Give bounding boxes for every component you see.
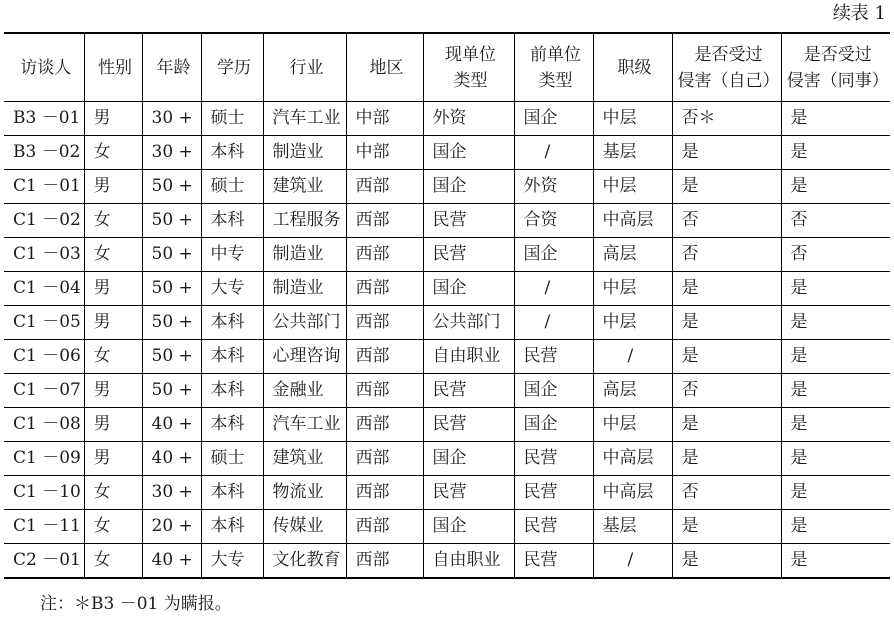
table-cell: 本科 [201, 510, 263, 544]
table-cell: 是 [672, 544, 781, 579]
table-row [4, 544, 890, 579]
table-cell: 物流业 [263, 476, 346, 510]
table-cell: 西部 [346, 510, 423, 544]
table-cell: 20 + [142, 510, 201, 544]
table-cell: / [514, 306, 593, 340]
table-cell: 中高层 [593, 476, 672, 510]
table-cell: 硕士 [201, 442, 263, 476]
table-cell: C1 －11 [4, 510, 84, 544]
table-cell: / [514, 272, 593, 306]
table-cell: 50 + [142, 340, 201, 374]
table-cell: 高层 [593, 374, 672, 408]
column-header: 年龄 [142, 33, 201, 102]
table-cell: 是 [781, 170, 890, 204]
table-cell: 女 [84, 238, 142, 272]
table-cell: 民营 [514, 510, 593, 544]
table-body [4, 102, 890, 579]
column-header: 学历 [201, 33, 263, 102]
table-cell: 公共部门 [263, 306, 346, 340]
table-footnote: 注：＊B3 －01 为瞒报。 [40, 594, 232, 614]
table-cell: 女 [84, 340, 142, 374]
table-cell: 是 [781, 136, 890, 170]
table-cell: 是 [672, 306, 781, 340]
table-cell: 否 [781, 238, 890, 272]
table-cell: 是 [781, 272, 890, 306]
continued-label: 续表 1 [832, 3, 886, 24]
table-cell: 汽车工业 [263, 102, 346, 136]
table-cell: 制造业 [263, 238, 346, 272]
table-cell: 自由职业 [423, 340, 514, 374]
table-cell: 金融业 [263, 374, 346, 408]
table-cell: C1 －07 [4, 374, 84, 408]
table-cell: 本科 [201, 374, 263, 408]
table-cell: 建筑业 [263, 170, 346, 204]
table-cell: 否 [672, 238, 781, 272]
table-cell: 中层 [593, 170, 672, 204]
table-cell: 中层 [593, 272, 672, 306]
table-cell: 是 [672, 272, 781, 306]
table-cell: 男 [84, 374, 142, 408]
table-cell: 制造业 [263, 272, 346, 306]
table-cell: C1 －04 [4, 272, 84, 306]
table-cell: 是 [781, 408, 890, 442]
table-row [4, 204, 890, 238]
table-cell: 男 [84, 272, 142, 306]
table-cell: 50 + [142, 204, 201, 238]
table-cell: C1 －01 [4, 170, 84, 204]
table-cell: C1 －02 [4, 204, 84, 238]
table-row [4, 102, 890, 136]
table-cell: 女 [84, 136, 142, 170]
table-cell: 50 + [142, 238, 201, 272]
table-cell: 西部 [346, 170, 423, 204]
table-cell: 民营 [423, 204, 514, 238]
column-header: 是否受过 侵害（同事） [781, 33, 890, 102]
column-header: 是否受过 侵害（自己） [672, 33, 781, 102]
table-cell: 国企 [423, 170, 514, 204]
table-cell: 西部 [346, 272, 423, 306]
table-cell: 文化教育 [263, 544, 346, 579]
table-cell: 是 [672, 408, 781, 442]
table-cell: 女 [84, 476, 142, 510]
table-cell: 心理咨询 [263, 340, 346, 374]
table-cell: C2 －01 [4, 544, 84, 579]
table-cell: 男 [84, 306, 142, 340]
column-header: 职级 [593, 33, 672, 102]
table-cell: 本科 [201, 306, 263, 340]
table-cell: 民营 [514, 340, 593, 374]
table-cell: 男 [84, 442, 142, 476]
table-cell: 50 + [142, 374, 201, 408]
table-cell: 本科 [201, 204, 263, 238]
table-cell: / [593, 340, 672, 374]
table-cell: 国企 [423, 442, 514, 476]
table-cell: 女 [84, 544, 142, 579]
table-cell: 30 + [142, 136, 201, 170]
table-cell: 女 [84, 204, 142, 238]
table-cell: 中层 [593, 306, 672, 340]
table-cell: 国企 [514, 374, 593, 408]
table-cell: 50 + [142, 170, 201, 204]
table-cell: 硕士 [201, 102, 263, 136]
table-cell: 传媒业 [263, 510, 346, 544]
table-cell: 是 [672, 442, 781, 476]
table-row [4, 306, 890, 340]
table-cell: 民营 [423, 238, 514, 272]
table-cell: 是 [781, 374, 890, 408]
table-cell: 民营 [514, 544, 593, 579]
table-cell: 女 [84, 510, 142, 544]
table-cell: 工程服务 [263, 204, 346, 238]
table-row [4, 136, 890, 170]
table-cell: 是 [781, 544, 890, 579]
table-cell: 中部 [346, 102, 423, 136]
table-cell: 是 [672, 510, 781, 544]
table-cell: 西部 [346, 442, 423, 476]
column-header: 性别 [84, 33, 142, 102]
table-cell: 中层 [593, 408, 672, 442]
table-header-row [4, 33, 890, 102]
table-cell: 国企 [423, 136, 514, 170]
table-cell: 否 [672, 374, 781, 408]
table-cell: 30 + [142, 476, 201, 510]
table-cell: C1 －08 [4, 408, 84, 442]
table-cell: 男 [84, 102, 142, 136]
table-cell: 民营 [514, 442, 593, 476]
table-cell: 否 [781, 204, 890, 238]
table-cell: 大专 [201, 544, 263, 579]
table-cell: 中部 [346, 136, 423, 170]
table-cell: 西部 [346, 408, 423, 442]
table-cell: 40 + [142, 442, 201, 476]
table-cell: C1 －10 [4, 476, 84, 510]
table-cell: 外资 [423, 102, 514, 136]
table-cell: 否＊ [672, 102, 781, 136]
table-row [4, 510, 890, 544]
column-header: 行业 [263, 33, 346, 102]
table-cell: 大专 [201, 272, 263, 306]
table-cell: 否 [672, 476, 781, 510]
table-cell: 西部 [346, 204, 423, 238]
table-cell: 西部 [346, 238, 423, 272]
table-cell: 50 + [142, 306, 201, 340]
table-cell: 民营 [423, 374, 514, 408]
table-cell: 是 [672, 170, 781, 204]
table-cell: / [593, 544, 672, 579]
table-cell: 建筑业 [263, 442, 346, 476]
table-cell: 本科 [201, 136, 263, 170]
table-cell: C1 －05 [4, 306, 84, 340]
table-cell: 是 [672, 136, 781, 170]
table-cell: 是 [781, 340, 890, 374]
column-header: 前单位 类型 [514, 33, 593, 102]
table-row [4, 340, 890, 374]
table-cell: 基层 [593, 136, 672, 170]
table-cell: 中专 [201, 238, 263, 272]
table-cell: 40 + [142, 544, 201, 579]
table-cell: 自由职业 [423, 544, 514, 579]
table-cell: 西部 [346, 476, 423, 510]
table-cell: 中层 [593, 102, 672, 136]
table-cell: 西部 [346, 374, 423, 408]
table-cell: C1 －06 [4, 340, 84, 374]
table-cell: 是 [781, 102, 890, 136]
table-cell: 合资 [514, 204, 593, 238]
table-cell: 30 + [142, 102, 201, 136]
table-cell: 国企 [514, 102, 593, 136]
table-cell: 西部 [346, 544, 423, 579]
table-cell: 西部 [346, 340, 423, 374]
table-cell: 公共部门 [423, 306, 514, 340]
table-cell: 本科 [201, 340, 263, 374]
table-cell: 是 [781, 442, 890, 476]
interview-table [4, 32, 890, 579]
table-cell: 是 [781, 510, 890, 544]
table-cell: 40 + [142, 408, 201, 442]
table-cell: 否 [672, 204, 781, 238]
table-cell: 民营 [514, 476, 593, 510]
table-cell: 硕士 [201, 170, 263, 204]
table-cell: 基层 [593, 510, 672, 544]
table-cell: 外资 [514, 170, 593, 204]
table-cell: 西部 [346, 306, 423, 340]
table-row [4, 272, 890, 306]
column-header: 地区 [346, 33, 423, 102]
table-row [4, 442, 890, 476]
table-row [4, 476, 890, 510]
table-cell: 国企 [514, 408, 593, 442]
table-cell: 中高层 [593, 442, 672, 476]
table-cell: 是 [672, 340, 781, 374]
table-cell: 中高层 [593, 204, 672, 238]
table-cell: 高层 [593, 238, 672, 272]
table-cell: B3 －01 [4, 102, 84, 136]
table-row [4, 374, 890, 408]
table-cell: 国企 [514, 238, 593, 272]
table-cell: B3 －02 [4, 136, 84, 170]
table-cell: 民营 [423, 476, 514, 510]
table-cell: 男 [84, 170, 142, 204]
table-cell: 本科 [201, 476, 263, 510]
table-cell: 50 + [142, 272, 201, 306]
table-row [4, 238, 890, 272]
table-cell: 制造业 [263, 136, 346, 170]
table-cell: 汽车工业 [263, 408, 346, 442]
table-cell: C1 －03 [4, 238, 84, 272]
table-row [4, 408, 890, 442]
table-cell: C1 －09 [4, 442, 84, 476]
table-cell: / [514, 136, 593, 170]
table-cell: 国企 [423, 510, 514, 544]
table-cell: 民营 [423, 408, 514, 442]
table-cell: 是 [781, 476, 890, 510]
column-header: 访谈人 [4, 33, 84, 102]
table-cell: 本科 [201, 408, 263, 442]
table-cell: 国企 [423, 272, 514, 306]
table-row [4, 170, 890, 204]
table-cell: 是 [781, 306, 890, 340]
table-cell: 男 [84, 408, 142, 442]
column-header: 现单位 类型 [423, 33, 514, 102]
